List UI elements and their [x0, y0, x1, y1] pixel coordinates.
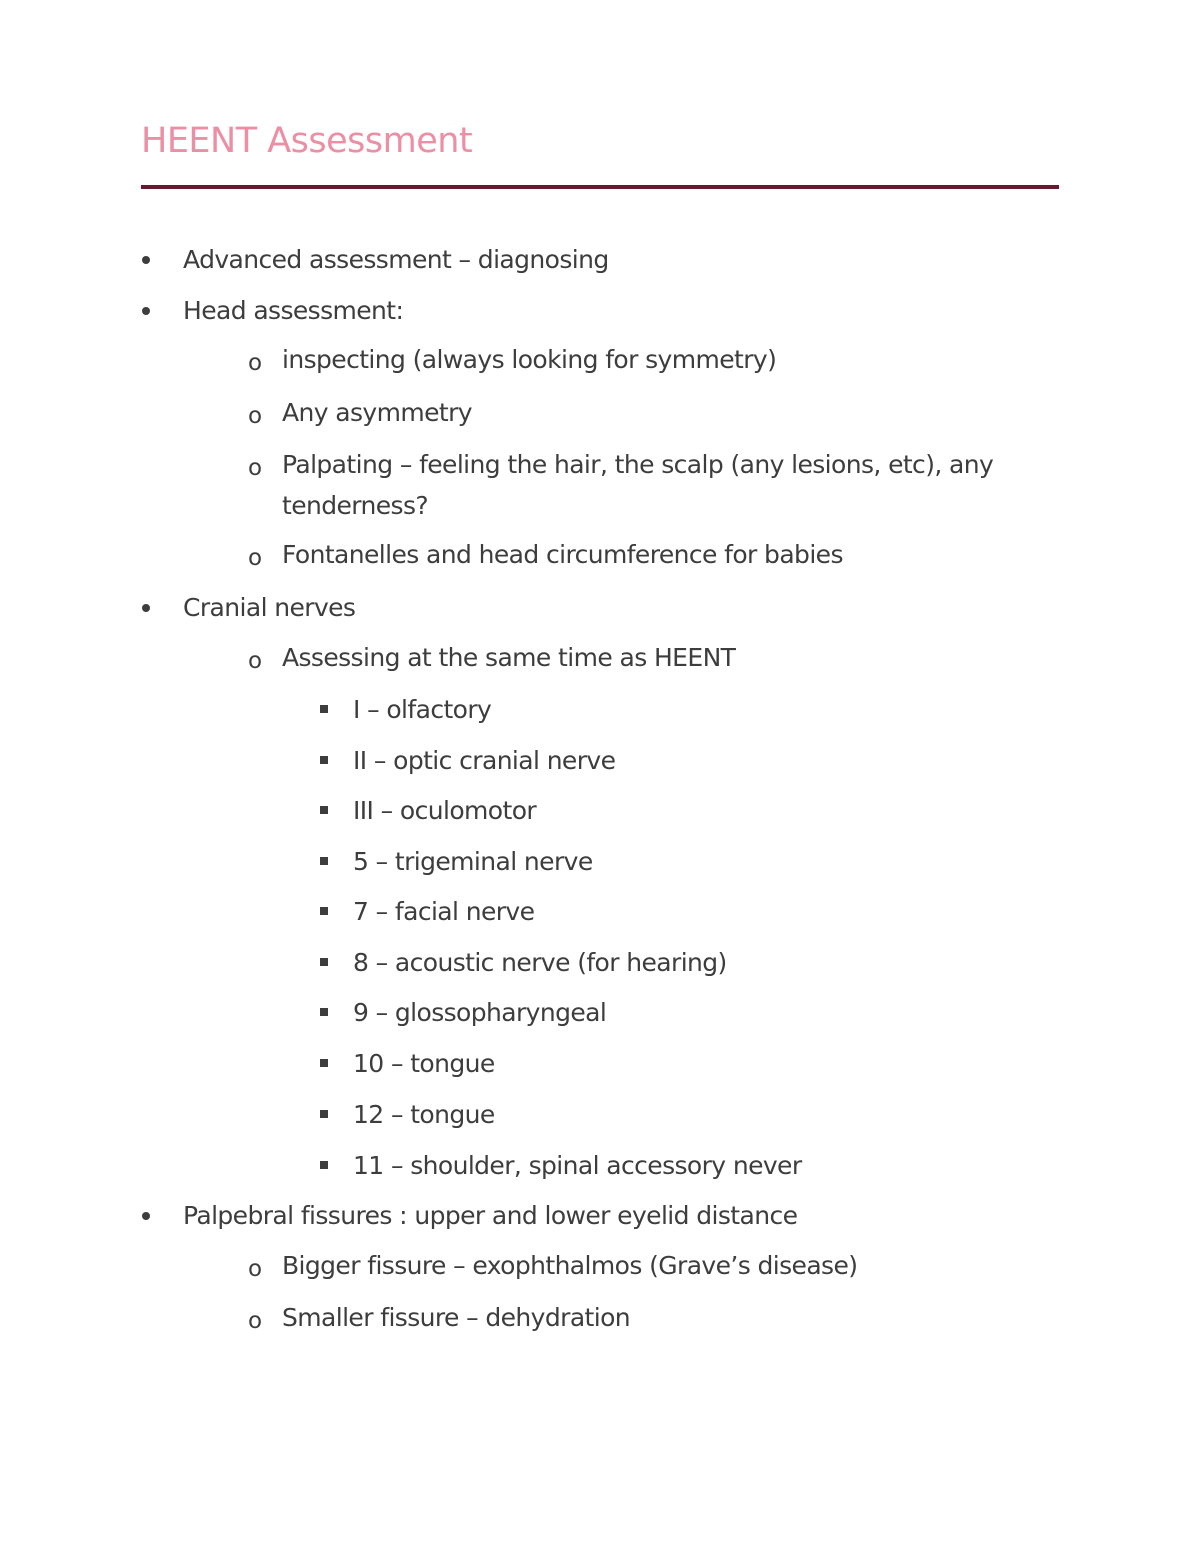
- bullet-icon: [142, 604, 150, 612]
- circle-bullet-icon: o: [248, 1308, 263, 1334]
- bullet-icon: [142, 307, 150, 315]
- circle-bullet-icon: o: [248, 545, 263, 571]
- square-bullet-icon: [320, 857, 328, 865]
- list-item: inspecting (always looking for symmetry): [282, 345, 777, 374]
- square-bullet-icon: [320, 907, 328, 915]
- list-item: Head assessment:: [183, 296, 404, 325]
- list-item: 8 – acoustic nerve (for hearing): [353, 948, 727, 977]
- list-item: Palpebral fissures : upper and lower eyelid distance: [183, 1201, 798, 1230]
- circle-bullet-icon: o: [248, 455, 263, 481]
- list-item: Any asymmetry: [282, 398, 472, 427]
- title-divider: [141, 185, 1059, 189]
- list-item: Assessing at the same time as HEENT: [282, 643, 736, 672]
- list-item: 11 – shoulder, spinal accessory never: [353, 1151, 802, 1180]
- list-item: Bigger fissure – exophthalmos (Grave’s disease): [282, 1251, 858, 1280]
- circle-bullet-icon: o: [248, 403, 263, 429]
- list-item: 10 – tongue: [353, 1049, 495, 1078]
- square-bullet-icon: [320, 1110, 328, 1118]
- square-bullet-icon: [320, 1161, 328, 1169]
- square-bullet-icon: [320, 756, 328, 764]
- square-bullet-icon: [320, 1059, 328, 1067]
- list-item: Fontanelles and head circumference for babies: [282, 540, 843, 569]
- circle-bullet-icon: o: [248, 350, 263, 376]
- square-bullet-icon: [320, 958, 328, 966]
- list-item: I – olfactory: [353, 695, 492, 724]
- square-bullet-icon: [320, 806, 328, 814]
- page-title: HEENT Assessment: [141, 121, 473, 161]
- list-item: 7 – facial nerve: [353, 897, 535, 926]
- list-item: Palpating – feeling the hair, the scalp (any lesions, etc), any: [282, 450, 994, 479]
- bullet-icon: [142, 256, 150, 264]
- list-item: Smaller fissure – dehydration: [282, 1303, 631, 1332]
- list-item: II – optic cranial nerve: [353, 746, 616, 775]
- list-item-continuation: tenderness?: [282, 491, 429, 520]
- list-item: 9 – glossopharyngeal: [353, 998, 607, 1027]
- bullet-icon: [142, 1212, 150, 1220]
- list-item: 12 – tongue: [353, 1100, 495, 1129]
- square-bullet-icon: [320, 705, 328, 713]
- circle-bullet-icon: o: [248, 1256, 263, 1282]
- square-bullet-icon: [320, 1008, 328, 1016]
- list-item: Advanced assessment – diagnosing: [183, 245, 609, 274]
- list-item: Cranial nerves: [183, 593, 356, 622]
- circle-bullet-icon: o: [248, 648, 263, 674]
- list-item: 5 – trigeminal nerve: [353, 847, 593, 876]
- list-item: III – oculomotor: [353, 796, 537, 825]
